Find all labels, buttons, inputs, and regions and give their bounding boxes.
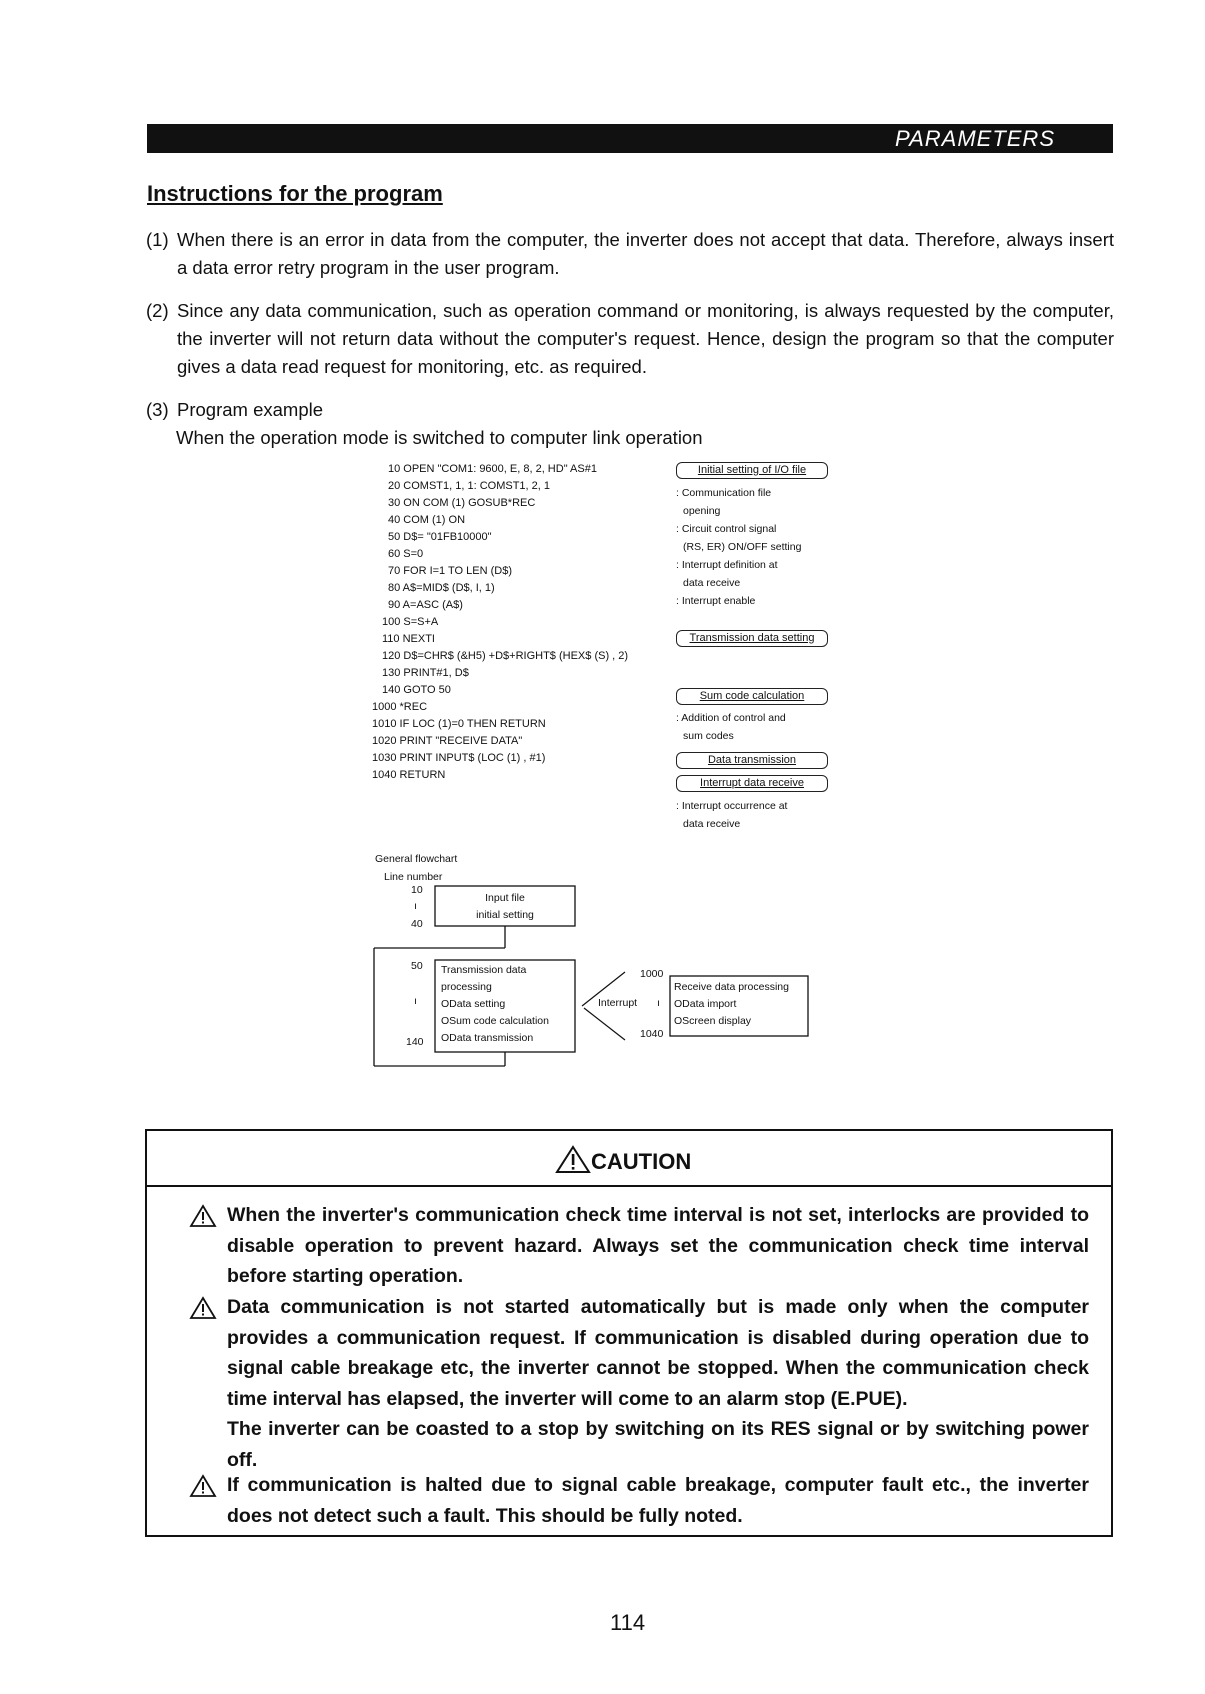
paragraph-text: Program example (177, 399, 324, 420)
caution-item-3 (189, 1470, 1089, 1531)
page-number: 114 (610, 1610, 646, 1635)
code-line: 110 NEXTI (382, 633, 435, 645)
paragraph-text: Since any data communication, such as operation command or monitoring, is always requested by the computer, the inverter will not return data without the computer's request. Hence, design the program so that the computer gives a data read request for monitoring, etc. as required. (177, 300, 1114, 377)
flowchart-text: OSum code calculation (441, 1015, 549, 1027)
flowchart-init-end: 40 (411, 918, 423, 930)
caution-title-text: CAUTION (591, 1149, 692, 1174)
warning-triangle-icon (189, 1296, 217, 1320)
flowchart-text: Input file (485, 892, 525, 904)
flowchart-recv-start: 1000 (640, 968, 664, 980)
caution-extra-text: The inverter can be coasted to a stop by switching on its RES signal or by switching power off. (227, 1418, 1089, 1471)
code-line: 50 D$= "01FB10000" (388, 531, 492, 543)
annotation-tag-data-transmission: Data transmission (676, 752, 828, 769)
code-line: 30 ON COM (1) GOSUB*REC (388, 497, 536, 509)
annotation-note: data receive (683, 577, 741, 589)
annotation-note: data receive (683, 818, 741, 830)
caution-item-text: If communication is halted due to signal cable breakage, computer fault etc., the inverter does not detect such a fault. This should be fully noted. (227, 1474, 1089, 1527)
flowchart-text: initial setting (476, 909, 534, 921)
caution-box (145, 1129, 1113, 1537)
annotation-notes-initial (676, 484, 801, 610)
code-line: 120 D$=CHR$ (&H5) +D$+RIGHT$ (HEX$ (S) , 2) (382, 650, 629, 662)
annotation-note: : Addition of control and (676, 712, 786, 724)
code-line: 1000 *REC (372, 701, 428, 713)
code-line: 60 S=0 (388, 548, 424, 560)
flowchart-text: OData import (674, 998, 737, 1010)
code-line: 100 S=S+A (382, 616, 439, 628)
flowchart-title: General flowchart (375, 853, 458, 865)
annotation-tag-interrupt: Interrupt data receive (676, 775, 828, 792)
paragraph-number: (3) (146, 399, 169, 420)
code-line: 1020 PRINT "RECEIVE DATA" (372, 735, 523, 747)
code-line: 40 COM (1) ON (388, 514, 466, 526)
annotation-tag-sum: Sum code calculation (676, 688, 828, 705)
annotation-note: (RS, ER) ON/OFF setting (683, 541, 802, 553)
annotation-note: : Communication file (676, 487, 772, 499)
annotation-note: : Interrupt occurrence at (676, 800, 788, 812)
flowchart-line-number-label: Line number (384, 871, 443, 883)
caution-title (555, 1145, 691, 1175)
flowchart-main-label (441, 962, 549, 1047)
annotation-note: : Circuit control signal (676, 523, 777, 535)
flowchart-text: OData transmission (441, 1032, 534, 1044)
annotation-tag-transmission: Transmission data setting (676, 630, 828, 647)
flowchart-init-label (435, 890, 575, 924)
flowchart-text: Receive data processing (674, 981, 789, 993)
caution-header (147, 1131, 1111, 1187)
paragraph-number: (1) (146, 229, 169, 250)
section-header-bar (147, 124, 1113, 153)
caution-item-text: Data communication is not started automatically but is made only when the computer provides a communication request. If communication is disabled during operation due to signal cable breakage etc, the inverter cannot be stopped. When the communication check time interval has elapsed, the inverter will come to an alarm stop (E.PUE). (227, 1296, 1089, 1410)
code-line: 10 OPEN "COM1: 9600, E, 8, 2, HD" AS#1 (388, 463, 597, 475)
annotation-notes-interrupt (676, 797, 787, 833)
caution-item-2 (189, 1292, 1089, 1475)
paragraph-3 (146, 396, 1114, 424)
annotation-notes-sum (676, 709, 786, 745)
flowchart-interrupt-sep: ı (657, 997, 660, 1009)
warning-triangle-icon (189, 1474, 217, 1498)
flowchart-recv-label (674, 979, 789, 1030)
caution-item-1 (189, 1200, 1089, 1292)
code-line: 80 A$=MID$ (D$, I, 1) (388, 582, 495, 594)
example-intro: When the operation mode is switched to computer link operation (176, 427, 703, 448)
code-line: 1030 PRINT INPUT$ (LOC (1) , #1) (372, 752, 546, 764)
flowchart-recv-end: 1040 (640, 1028, 664, 1040)
annotation-note: : Interrupt definition at (676, 559, 778, 571)
code-line: 20 COMST1, 1, 1: COMST1, 2, 1 (388, 480, 550, 492)
paragraph-2 (146, 297, 1114, 381)
paragraph-1 (146, 226, 1114, 282)
annotation-note: : Interrupt enable (676, 595, 756, 607)
section-header-label: PARAMETERS (895, 126, 1055, 151)
paragraph-number: (2) (146, 300, 169, 321)
annotation-note: sum codes (683, 730, 734, 742)
code-line: 90 A=ASC (A$) (388, 599, 463, 611)
paragraph-text: When there is an error in data from the computer, the inverter does not accept that data. Therefore, always insert a data error retry program in the user program. (177, 229, 1114, 278)
caution-item-text: When the inverter's communication check time interval is not set, interlocks are provided to disable operation to prevent hazard. Always set the communication check time interval before starting operation. (227, 1204, 1089, 1287)
code-listing (372, 461, 628, 784)
annotation-tag-initial: Initial setting of I/O file (676, 462, 828, 479)
flowchart-main-start: 50 (411, 960, 423, 972)
code-line: 130 PRINT#1, D$ (382, 667, 469, 679)
flowchart-text: OData setting (441, 998, 506, 1010)
flowchart-text: processing (441, 981, 492, 993)
flowchart-text: OScreen display (674, 1015, 752, 1027)
flowchart-main-sep: ı (414, 995, 417, 1007)
warning-triangle-icon (189, 1204, 217, 1228)
flowchart-interrupt-label: Interrupt (598, 997, 638, 1009)
page-title: Instructions for the program (147, 181, 443, 206)
warning-triangle-icon (555, 1145, 591, 1173)
flowchart-text: Transmission data (441, 964, 527, 976)
code-line: 1040 RETURN (372, 769, 446, 781)
flowchart-init-sep: ı (414, 900, 417, 912)
annotation-note: opening (683, 505, 721, 517)
code-line: 1010 IF LOC (1)=0 THEN RETURN (372, 718, 546, 730)
code-line: 140 GOTO 50 (382, 684, 451, 696)
code-line: 70 FOR I=1 TO LEN (D$) (388, 565, 512, 577)
flowchart-main-end: 140 (406, 1036, 424, 1048)
flowchart-init-start: 10 (411, 884, 423, 896)
